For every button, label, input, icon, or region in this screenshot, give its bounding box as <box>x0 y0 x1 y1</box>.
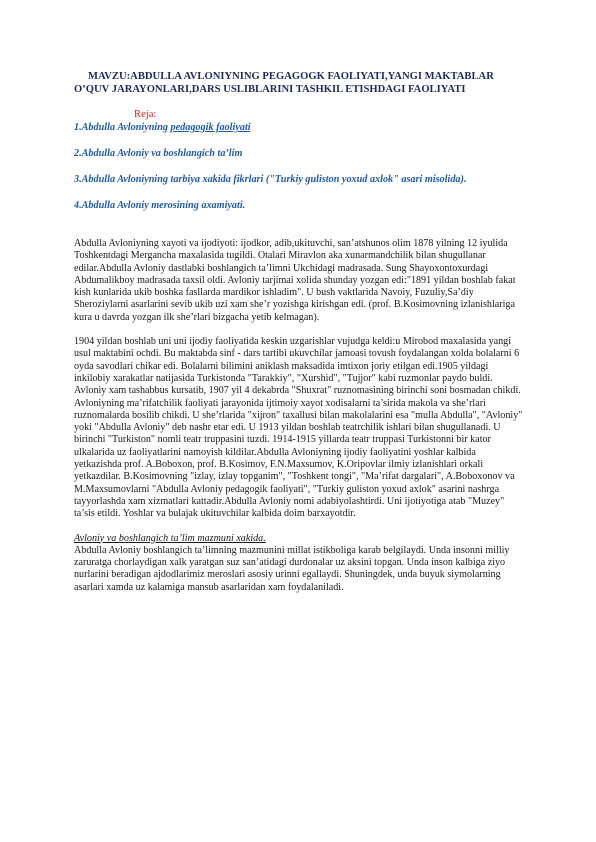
plan-item-2: 2.Abdulla Avloniy va boshlangich ta’lim <box>74 148 243 159</box>
title-text: MAVZU:ABDULLA AVLONIYNING PEGAGOGK FAOLIYATI,YANGI MAKTABLAR O’QUV JARAYONLARI,DARS USLIBLARINI TASHKIL ETISHDAGI FAOLIYATI <box>74 71 494 95</box>
plan-heading: Reja: <box>134 109 157 120</box>
document-title <box>74 70 524 96</box>
plan-item-4: 4.Abdulla Avloniy merosining axamiyati. <box>74 200 246 211</box>
section-body: Abdulla Avloniy boshlangich ta’limning mazmunini millat istikboliga karab belgilaydi. Unda insonni milliy zaruratga chorlaydigan xalk yaratgan suz san’atidagi durdonalar uz aksini topgan. Unda inson kalbiga ziyo nurlarini beradigan ajdodlarimiz meroslari asosiy urinni egallaydi. Shuningdek, unda buyuk siymolarning asarlari xamda uz kalamiga mansub asarlaridan xam foydalaniladi. <box>74 544 510 593</box>
plan-item-1-link[interactable]: pedagogik faoliyati <box>170 122 251 133</box>
section-heading: Avloniy va boshlangich ta’lim mazmuni xakida. <box>74 532 266 544</box>
plan-item-1 <box>74 121 524 134</box>
paragraph-biography: Abdulla Avloniyning xayoti va ijodiyoti: ijodkor, adib,ukituvchi, san’atshunos olim 1878 yilning 12 iyulida Toshkentdagi Mergancha maxalasida tugildi. Otalari Miravlon aka xunarmandchilik bilan shugullanar edilar.Abdulla Avloniy dastlabki boshlangich ta’limni Ukchidagi madrasada. Sung Shayoxontoxurdagi Abdumalikboy madrasada taxsil oldi. Avloniy tarjimai xolida shunday yozgan edi:"1891 yildan boshlab fakat kish kunlarida ukib boshka fasllarda mardikor ishladim". U bush vaktlarida Navoiy, Fuzuliy,Sa’diy Sheroziylarni asarlarini sevib ukib uzi xam she’r yozishga kirishgan edi. (prof. B.Kosimovning izlanishlariga kura u davrda yozgan ilk she’rlari bizgacha yetib kelmagan). <box>74 238 516 323</box>
paragraph-activity: 1904 yildan boshlab uni uni ijodiy faoliyatida keskin uzgarishlar vujudga keldi:u Mirobod maxalasida yangi usul maktabini ochdi. Bu maktabda sinf - dars tartibi ukuvchilar jamoasi tovush foydalangan xolda bolalarni 6 oyda savodlari chikar edi. Bolalarni bilimini aniklash maksadida imtixon joriy etilgan edi.1905 yildagi inkilobiy xarakatlar natijasida Turkistonda "Tarakkiy", "Xurshid", "Tujjor" kabi ruzmonlar paydo buldi. Avloniy xam tashabbus kursatib, 1907 yil 4 dekabrda "Shuxrat" ruznomasining birinchi soni bosmadan chikdi. Avloniyning ma’rifatchilik faoliyati jarayonida ijtimoiy xayot xodisalarni ta’sirida makola va she’rlari ruznomalarda bosilib chikdi. U she’rlarida "xijron" taxallusi bilan makolalarini esa "mulla Abdulla", "Avloniy" yoki "Abdulla Avloniy" deb nashr etar edi. U 1913 yildan boshlab teatrchilik ishlari bilan shugullanadi. U birinchi "Turkiston" nomli teatr truppasini tuzdi. 1914-1915 yillarda teatr truppasi Turkistonni bir kator ulkalarida uz faoliyatlarini namoyish kildilar.Abdulla Avloniyning ijodiy faoliyatini yoshlar kalbida yetkazishda prof. A.Boboxon, prof. B.Kosimov, F.N.Maxsumov, K.Oripovlar ilmiy izlanishlari orkali yetkazdilar. B.Kosimovning "izlay, izlay topganim", "Toshkent tongi", "Ma’rifat dargalari", A.Boboxonov va M.Maxsumovlarni "Abdulla Avloniy pedagogik faoliyati", "Turkiy guliston yoxud axlok" asarini nashrga tayyorlashda xam xizmatlari kattadir.Abdulla Avloniy nomi adabiyolashtirdi. Uni ijotiyotiga atab "Muzey" ta’sis etildi. Yoshlar va bulajak ukituvchilar kalbida doim barxayotdir. <box>74 336 523 520</box>
plan-item-3: 3.Abdulla Avloniyning tarbiya xakida fikrlari ("Turkiy guliston yoxud axlok" asari misolida). <box>74 174 467 185</box>
plan-item-1-prefix: 1.Abdulla Avloniyning <box>74 122 171 133</box>
document-page <box>74 70 524 606</box>
